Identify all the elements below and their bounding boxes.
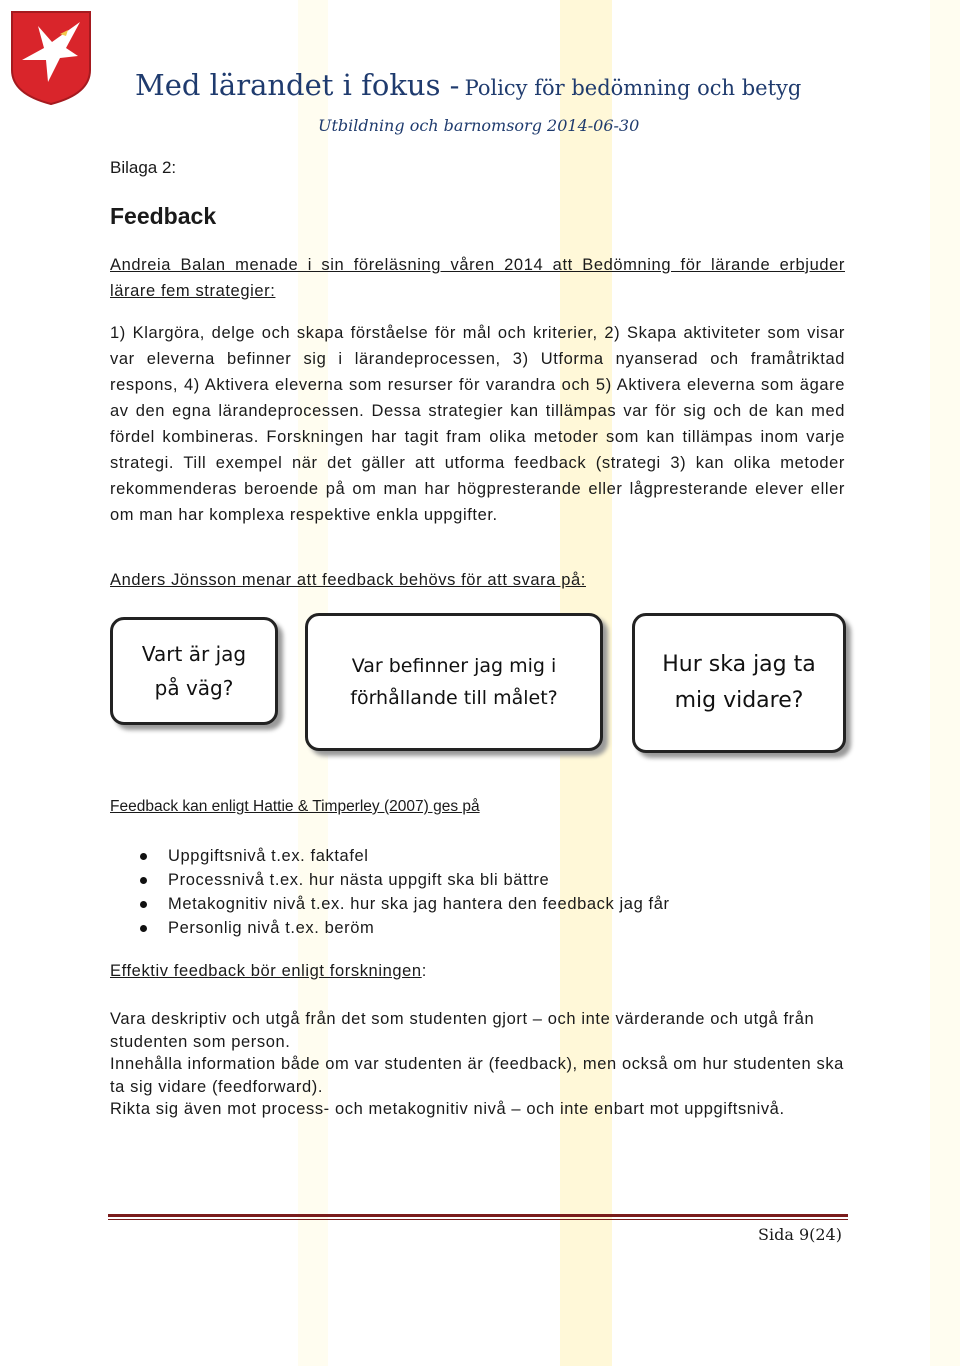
question-line: mig vidare? (674, 688, 804, 713)
title-sub: Policy för bedömning och betyg (464, 76, 802, 100)
list-item-text: Metakognitiv nivå t.ex. hur ska jag hantera den feedback jag får (168, 895, 670, 913)
question-box-1 (110, 617, 278, 725)
footer-rule (108, 1214, 848, 1217)
document-subtitle: Utbildning och barnomsorg 2014-06-30 (318, 116, 640, 135)
intro-paragraph: Andreia Balan menade i sin föreläsning våren 2014 att Bedömning för lärande erbjuder lärare fem strategier: (110, 256, 845, 300)
feedback-levels-list (110, 844, 670, 940)
effective-feedback-label: Effektiv feedback bör enligt forskningen (110, 962, 422, 980)
question-box-3 (632, 613, 846, 753)
page-number: Sida 9(24) (758, 1225, 842, 1244)
question-line: förhållande till målet? (350, 687, 558, 709)
paragraph: Rikta sig även mot process- och metakognitiv nivå – och inte enbart mot uppgiftsnivå. (110, 1100, 785, 1118)
bullet-icon (140, 853, 147, 860)
effective-feedback-colon: : (421, 962, 427, 980)
bullet-icon (140, 877, 147, 884)
bullet-icon (140, 925, 147, 932)
list-item (110, 892, 670, 916)
list-item (110, 916, 670, 940)
background-stripe (930, 0, 960, 1366)
hattie-heading: Feedback kan enligt Hattie & Timperley (2007) ges på (110, 798, 480, 815)
paragraph: Innehålla information både om var studenten är (feedback), men också om hur studenten ska ta sig vidare (feedforward). (110, 1055, 844, 1096)
municipality-crest-icon (8, 8, 94, 106)
question-line: Vart är jag (141, 642, 247, 666)
question-line: Hur ska jag ta (662, 652, 816, 677)
list-item-text: Personlig nivå t.ex. beröm (168, 919, 375, 937)
question-box-2 (305, 613, 603, 751)
list-item (110, 844, 670, 868)
effective-feedback-heading (110, 962, 427, 981)
bullet-icon (140, 901, 147, 908)
title-main: Med lärandet i fokus - (135, 68, 460, 102)
question-line: på väg? (154, 676, 234, 700)
list-item (110, 868, 670, 892)
questions-intro: Anders Jönsson menar att feedback behövs för att svara på: (110, 571, 586, 589)
section-heading: Feedback (110, 203, 217, 229)
strategies-paragraph: 1) Klargöra, delge och skapa förståelse för mål och kriterier, 2) Skapa aktiviteter som visar var eleverna befinner sig i lärandeprocessen, 3) Utforma nyanserad och framåtriktad respons, 4) Aktivera eleverna som resurser för varandra och 5) Aktivera eleverna som ägare av den egna lärandeprocessen. Dessa strategier kan tillämpas var för sig och de kan med fördel kombineras. Forskningen har tagit fram olika metoder som kan tillämpas inom varje strategi. Till exempel när det gäller att utforma feedback (strategi 3) kan olika metoder rekommenderas beroende på om man har högpresterande eller lågpresterande elever eller om man har komplexa respektive enkla uppgifter. (110, 324, 845, 524)
footer-rule (108, 1219, 848, 1220)
document-title (135, 68, 801, 102)
appendix-label: Bilaga 2: (110, 158, 177, 177)
list-item-text: Uppgiftsnivå t.ex. faktafel (168, 847, 369, 865)
paragraph: Vara deskriptiv och utgå från det som studenten gjort – och inte värderande och utgå från studenten som person. (110, 1010, 815, 1051)
list-item-text: Processnivå t.ex. hur nästa uppgift ska bli bättre (168, 871, 550, 889)
question-line: Var befinner jag mig i (351, 655, 557, 677)
